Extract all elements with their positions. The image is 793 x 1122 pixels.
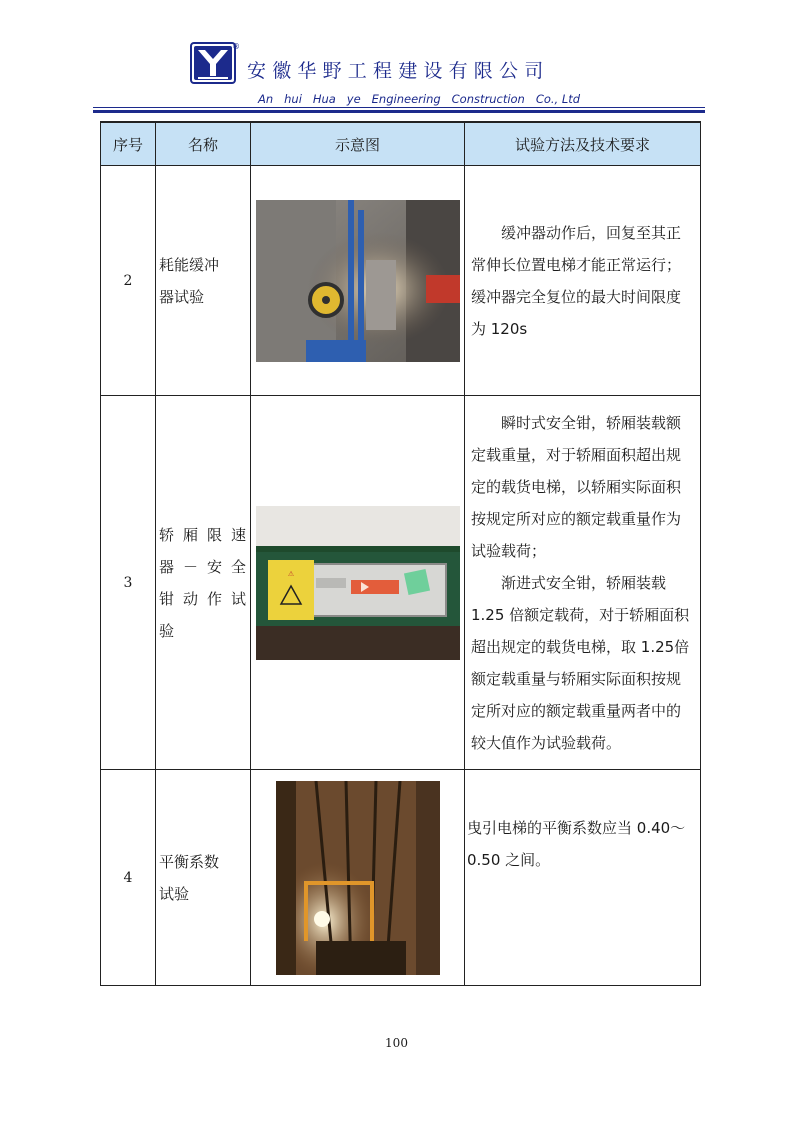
test-name xyxy=(156,770,251,986)
test-name-line: 平衡系数 xyxy=(159,852,220,871)
table-row xyxy=(101,166,701,396)
requirement-paragraph: 瞬时式安全钳，轿厢装载额定载重量，对于轿厢面积超出规定的载货电梯，以轿厢实际面积按规定所对应的额定载重量作为试验载荷； xyxy=(471,413,682,560)
company-name-english: An hui Hua ye Engineering Construction Co., Ltd xyxy=(258,92,581,106)
test-name xyxy=(156,166,251,396)
requirement-paragraph: 曳引电梯的平衡系数应当 0.40～0.50 之间。 xyxy=(467,819,686,869)
diagram-cell xyxy=(251,770,465,986)
row-number: 2 xyxy=(101,166,156,396)
test-name-line: 器－安全 xyxy=(159,557,246,576)
page-number: 100 xyxy=(385,1036,408,1050)
test-name-line: 验 xyxy=(159,621,175,640)
elevator-shaft-photo xyxy=(276,781,440,975)
row-number: 4 xyxy=(101,770,156,986)
col-header-name: 名称 xyxy=(156,122,251,166)
speed-governor-photo xyxy=(256,506,460,660)
test-name-line: 耗能缓冲 xyxy=(159,255,220,274)
requirement-paragraph: 缓冲器动作后，回复至其正常伸长位置电梯才能正常运行；缓冲器完全复位的最大时间限度为 120s xyxy=(471,223,682,338)
row-number: 3 xyxy=(101,396,156,770)
diagram-cell xyxy=(251,166,465,396)
company-name-chinese: 安徽华野工程建设有限公司 xyxy=(247,60,550,82)
test-name-line: 试验 xyxy=(159,884,190,903)
test-name-line: 器试验 xyxy=(159,287,205,306)
test-name xyxy=(156,396,251,770)
buffer-test-photo xyxy=(256,200,460,362)
table-row xyxy=(101,396,701,770)
test-table xyxy=(100,121,701,986)
requirement-cell xyxy=(465,396,701,770)
table-row xyxy=(101,770,701,986)
header-rule-thin xyxy=(93,107,705,108)
col-header-no: 序号 xyxy=(101,122,156,166)
test-name-line: 轿厢限速 xyxy=(159,525,246,544)
requirement-cell xyxy=(465,770,701,986)
table-header-row xyxy=(101,122,701,166)
test-name-line: 钳动作试 xyxy=(159,589,246,608)
requirement-cell xyxy=(465,166,701,396)
registered-mark: ® xyxy=(232,42,240,51)
col-header-diagram: 示意图 xyxy=(251,122,465,166)
header-rule-thick xyxy=(93,110,705,113)
svg-text:⚠: ⚠ xyxy=(287,569,294,578)
requirement-paragraph: 渐进式安全钳，轿厢装载 1.25 倍额定载荷，对于轿厢面积超出规定的载货电梯，取 1.25倍额定载重量与轿厢实际面积按规定所对应的额定载重量两者中的较大值作为试验载荷。 xyxy=(471,573,690,752)
diagram-cell xyxy=(251,396,465,770)
col-header-requirements: 试验方法及技术要求 xyxy=(465,122,701,166)
company-logo xyxy=(190,42,236,84)
